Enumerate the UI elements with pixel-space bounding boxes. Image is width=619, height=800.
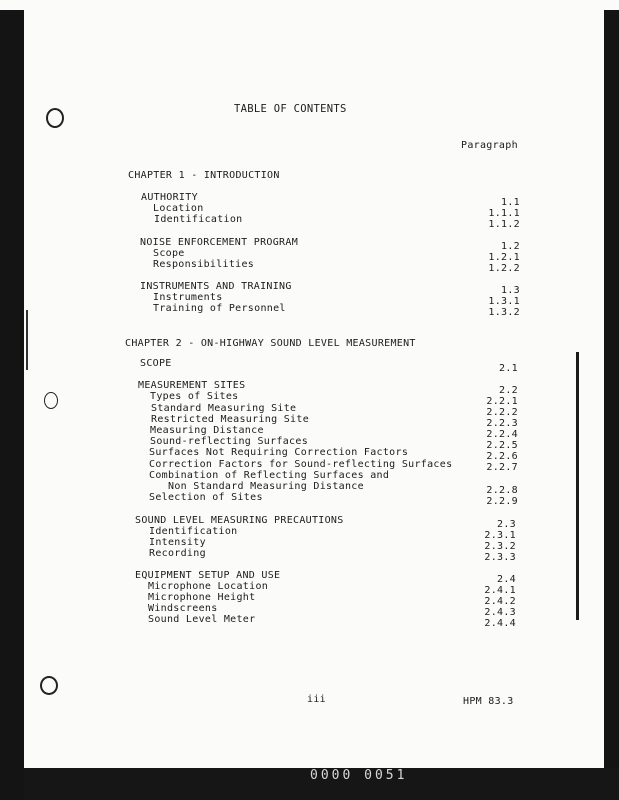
toc-item-title: Selection of Sites — [149, 492, 263, 503]
punch-hole — [40, 676, 58, 695]
toc-item-title: Recording — [149, 548, 206, 559]
scan-border-left — [0, 10, 24, 800]
section-title: SCOPE — [140, 358, 172, 369]
toc-item-number: 2.4.2 — [484, 596, 516, 607]
toc-item-title: Windscreens — [148, 603, 218, 614]
toc-item-title: Identification — [154, 214, 243, 225]
punch-hole — [46, 108, 64, 128]
section-title: AUTHORITY — [141, 192, 198, 203]
toc-item-title: Location — [153, 203, 204, 214]
section-number: 1.1 — [501, 197, 520, 208]
toc-item-title: Sound-reflecting Surfaces — [150, 436, 309, 447]
page-title: TABLE OF CONTENTS — [234, 103, 347, 115]
section-number: 1.2 — [501, 241, 520, 252]
punch-hole — [44, 392, 58, 409]
toc-item-title: Measuring Distance — [150, 425, 264, 436]
section-number: 2.1 — [499, 363, 518, 374]
section-number: 2.4 — [497, 574, 516, 585]
toc-item-title: Training of Personnel — [153, 303, 286, 314]
toc-item-title: Standard Measuring Site — [151, 403, 297, 414]
toc-item-number: 2.4.3 — [484, 607, 516, 618]
toc-item-number: 1.1.1 — [488, 208, 520, 219]
document-id: HPM 83.3 — [463, 696, 514, 707]
toc-item-title: Intensity — [149, 537, 206, 548]
toc-item-number: 2.2.1 — [486, 396, 518, 407]
toc-item-number: 1.3.1 — [488, 296, 520, 307]
toc-item-number: 2.2.4 — [486, 429, 518, 440]
toc-item-number: 2.2.5 — [486, 440, 518, 451]
toc-item-title: Restricted Measuring Site — [151, 414, 310, 425]
toc-item-number: 1.2.1 — [488, 252, 520, 263]
toc-item-number: 2.4.4 — [484, 618, 516, 629]
chapter-heading: CHAPTER 2 - ON-HIGHWAY SOUND LEVEL MEASUREMENT — [125, 338, 416, 349]
toc-item-title: Identification — [149, 526, 238, 537]
toc-item-title: Microphone Height — [148, 592, 256, 603]
toc-item-title: Scope — [153, 248, 185, 259]
toc-item-number: 1.3.2 — [488, 307, 520, 318]
toc-item-title: Sound Level Meter — [148, 614, 256, 625]
toc-item-title: Instruments — [153, 292, 223, 303]
toc-item-number: 2.3.1 — [484, 530, 516, 541]
column-header-paragraph: Paragraph — [461, 140, 518, 151]
section-title: MEASUREMENT SITES — [138, 380, 246, 391]
scan-margin-line — [576, 352, 579, 620]
section-number: 2.3 — [497, 519, 516, 530]
toc-item-number: 2.2.2 — [486, 407, 518, 418]
toc-item-number: 1.2.2 — [488, 263, 520, 274]
section-number: 1.3 — [501, 285, 520, 296]
toc-item-number: 1.1.2 — [488, 219, 520, 230]
section-title: EQUIPMENT SETUP AND USE — [135, 570, 281, 581]
toc-item-number: 2.2.6 — [486, 451, 518, 462]
toc-item-title: Responsibilities — [153, 259, 255, 270]
scan-border-right — [604, 10, 619, 780]
toc-item-number: 2.3.3 — [484, 552, 516, 563]
scan-code: 0000 0051 — [310, 768, 408, 783]
toc-item-title: Surfaces Not Requiring Correction Factors — [149, 447, 409, 458]
section-title: SOUND LEVEL MEASURING PRECAUTIONS — [135, 515, 344, 526]
chapter-heading: CHAPTER 1 - INTRODUCTION — [128, 170, 280, 181]
toc-item-title: Non Standard Measuring Distance — [168, 481, 364, 492]
toc-item-number: 2.3.2 — [484, 541, 516, 552]
toc-item-title: Correction Factors for Sound-reflecting Surfaces — [149, 459, 453, 470]
toc-item-title: Types of Sites — [150, 391, 239, 402]
section-number: 2.2 — [499, 385, 518, 396]
toc-item-title: Microphone Location — [148, 581, 269, 592]
toc-item-number: 2.2.8 — [486, 485, 518, 496]
toc-item-number: 2.2.3 — [486, 418, 518, 429]
section-title: NOISE ENFORCEMENT PROGRAM — [140, 237, 299, 248]
toc-item-number: 2.4.1 — [484, 585, 516, 596]
section-title: INSTRUMENTS AND TRAINING — [140, 281, 292, 292]
scan-margin-line — [26, 310, 28, 370]
page-number: iii — [307, 694, 326, 705]
toc-item-number: 2.2.7 — [486, 462, 518, 473]
toc-item-number: 2.2.9 — [486, 496, 518, 507]
toc-item-title: Combination of Reflecting Surfaces and — [149, 470, 390, 481]
